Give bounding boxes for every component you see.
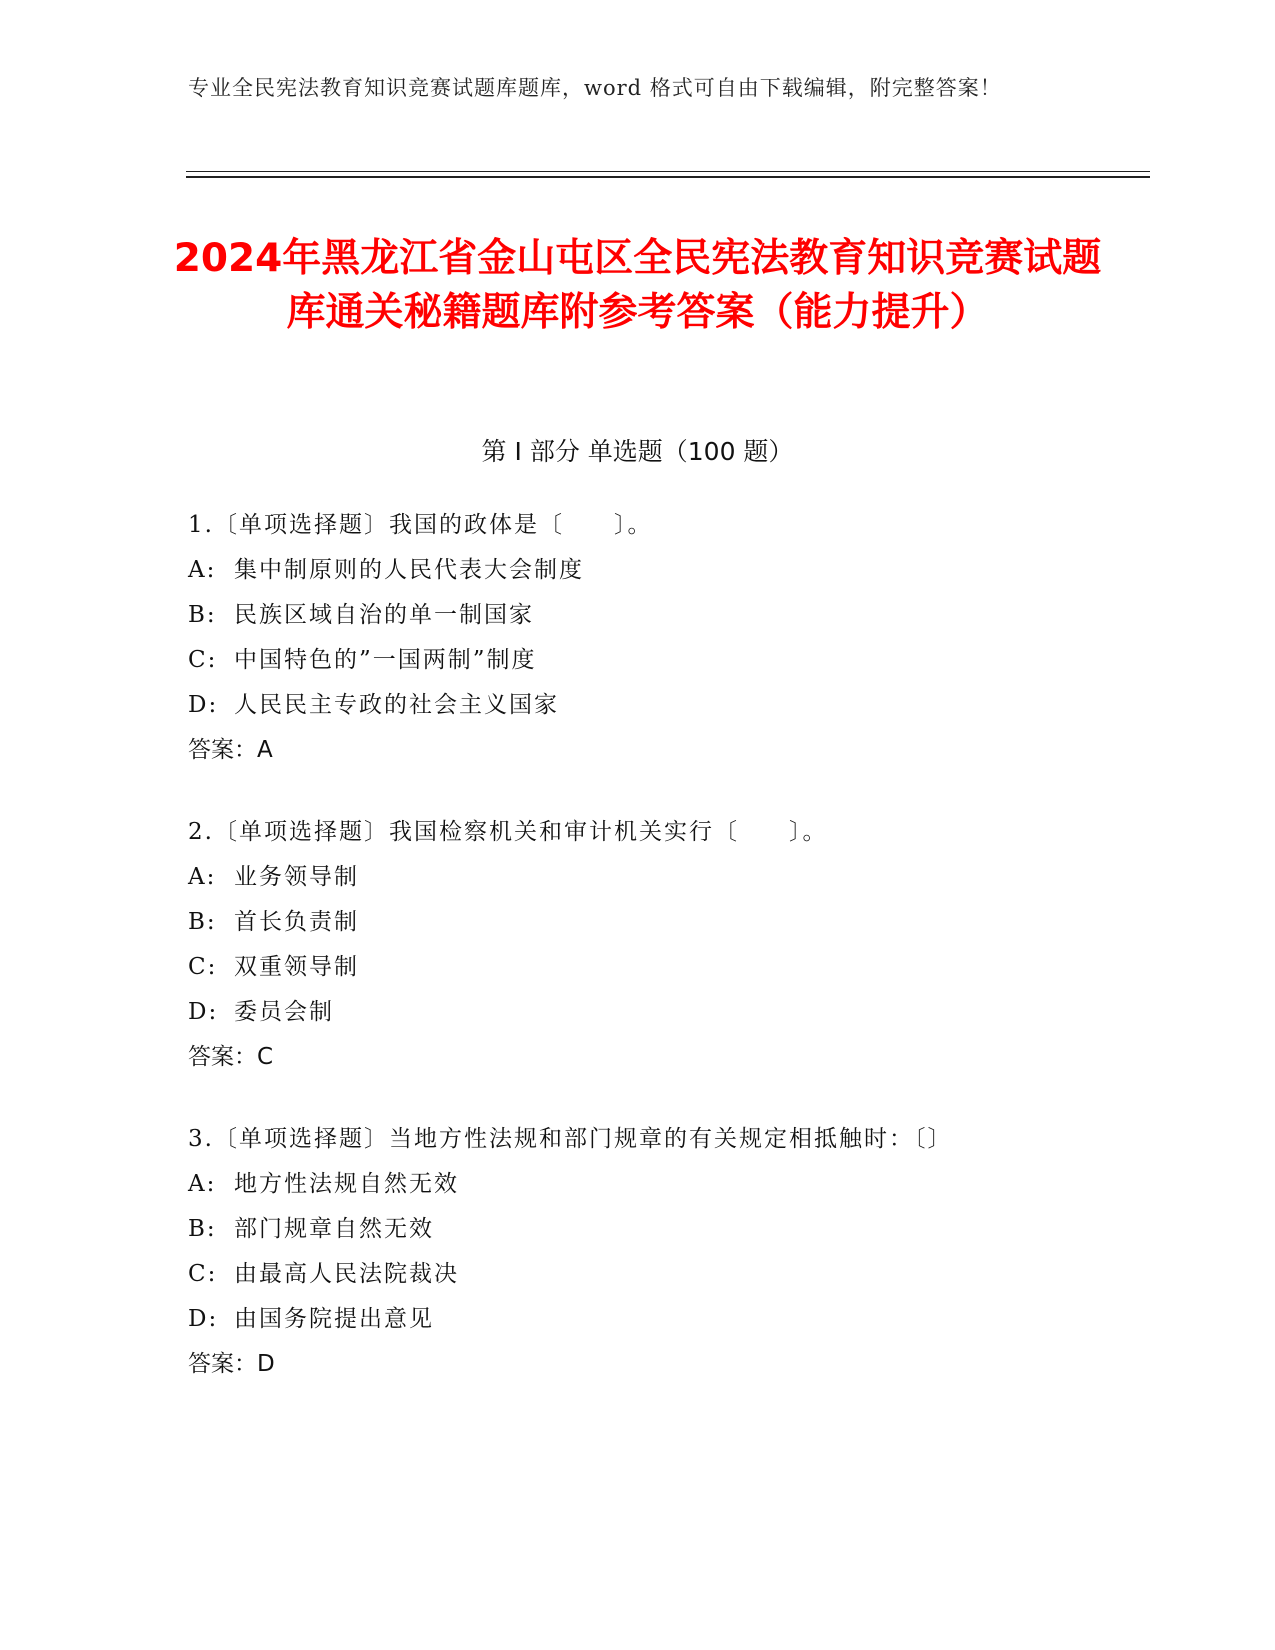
option-key: A: <box>188 1171 217 1197</box>
question-block <box>188 810 1068 1080</box>
option-text: 部门规章自然无效 <box>234 1216 434 1242</box>
option-d <box>188 1297 1068 1342</box>
option-text: 中国特色的”一国两制”制度 <box>234 647 537 673</box>
question-stem: 3.〔单项选择题〕当地方性法规和部门规章的有关规定相抵触时：〔〕 <box>188 1126 953 1152</box>
option-text: 首长负责制 <box>234 909 359 935</box>
option-d <box>188 990 1068 1035</box>
option-d <box>188 683 1068 728</box>
option-key: C: <box>188 954 218 980</box>
option-key: D: <box>188 692 219 718</box>
option-b <box>188 593 1068 638</box>
option-text: 民族区域自治的单一制国家 <box>234 602 534 628</box>
question-stem: 1.〔单项选择题〕我国的政体是〔 〕。 <box>188 512 653 538</box>
option-key: A: <box>188 557 217 583</box>
option-key: A: <box>188 864 217 890</box>
option-key: C: <box>188 1261 218 1287</box>
option-a <box>188 1162 1068 1207</box>
question-block <box>188 503 1068 773</box>
document-title: 2024年黑龙江省金山屯区全民宪法教育知识竞赛试题库通关秘籍题库附参考答案（能力提升） <box>173 236 1102 335</box>
option-text: 双重领导制 <box>234 954 359 980</box>
option-a <box>188 548 1068 593</box>
option-key: B: <box>188 909 217 935</box>
option-key: D: <box>188 999 219 1025</box>
answer-line: 答案：A <box>188 737 273 763</box>
option-text: 由最高人民法院裁决 <box>234 1261 459 1287</box>
option-text: 人民民主专政的社会主义国家 <box>234 692 559 718</box>
option-key: B: <box>188 1216 217 1242</box>
section-heading: 第 I 部分 单选题（100 题） <box>481 437 794 466</box>
option-b <box>188 900 1068 945</box>
option-text: 委员会制 <box>234 999 334 1025</box>
header-divider-thin <box>186 171 1150 172</box>
header-divider-thick <box>186 176 1150 178</box>
option-c <box>188 945 1068 990</box>
option-c <box>188 1252 1068 1297</box>
option-text: 业务领导制 <box>234 864 359 890</box>
option-text: 集中制原则的人民代表大会制度 <box>234 557 584 583</box>
question-stem: 2.〔单项选择题〕我国检察机关和审计机关实行〔 〕。 <box>188 819 828 845</box>
option-key: D: <box>188 1306 219 1332</box>
option-key: C: <box>188 647 218 673</box>
option-key: B: <box>188 602 217 628</box>
option-text: 由国务院提出意见 <box>234 1306 434 1332</box>
answer-line: 答案：D <box>188 1351 275 1377</box>
header-note: 专业全民宪法教育知识竞赛试题库题库，word 格式可自由下载编辑，附完整答案！ <box>188 76 1002 100</box>
option-b <box>188 1207 1068 1252</box>
option-c <box>188 638 1068 683</box>
option-text: 地方性法规自然无效 <box>234 1171 459 1197</box>
question-block <box>188 1117 1068 1387</box>
option-a <box>188 855 1068 900</box>
answer-line: 答案：C <box>188 1044 274 1070</box>
